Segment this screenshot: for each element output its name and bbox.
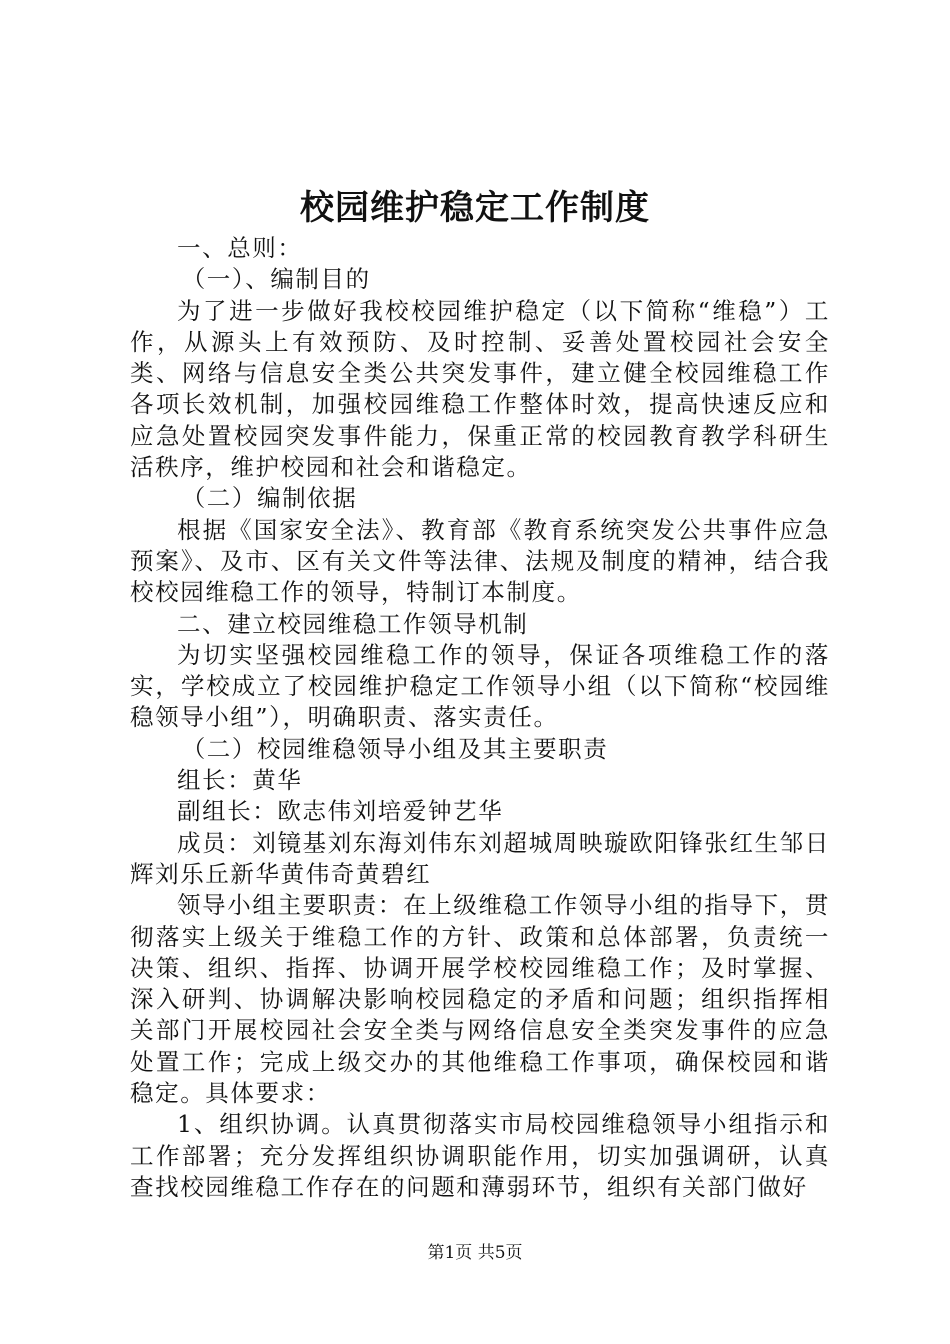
subsection-heading-purpose: （一）、编制目的 bbox=[181, 265, 371, 294]
paragraph-leadership: 为切实坚强校园维稳工作的领导，保证各项维稳工作的落实，学校成立了校园维护稳定工作领导小组（以下简称“校园维稳领导小组”），明确职责、落实责任。 bbox=[130, 640, 830, 732]
paragraph-leader: 组长：黄华 bbox=[177, 766, 303, 795]
paragraph-duties: 领导小组主要职责：在上级维稳工作领导小组的指导下，贯彻落实上级关于维稳工作的方针、政策和总体部署，负责统一决策、组织、指挥、协调开展学校校园维稳工作；及时掌握、深入研判、协调解决影响校园稳定的矛盾和问题；组织指挥相关部门开展校园社会安全类与网络信息安全类突发事件的应急处置工作；完成上级交办的其他维稳工作事项，确保校园和谐稳定。具体要求： bbox=[130, 891, 830, 1108]
document-body bbox=[130, 233, 830, 1203]
page-number-footer: 第1页 共5页 bbox=[427, 1243, 523, 1263]
subsection-heading-group: （二）校园维稳领导小组及其主要职责 bbox=[181, 734, 609, 763]
section-heading-general: 一、总则： bbox=[177, 234, 303, 262]
document-title: 校园维护稳定工作制度 bbox=[300, 188, 650, 228]
paragraph-deputy-leaders: 副组长：欧志伟刘培爱钟艺华 bbox=[177, 797, 504, 826]
paragraph-members: 成员：刘镜基刘东海刘伟东刘超城周映璇欧阳锋张红生邹日辉刘乐丘新华黄伟奇黄碧红 bbox=[130, 828, 830, 888]
paragraph-basis: 根据《国家安全法》、教育部《教育系统突发公共事件应急预案》、及市、区有关文件等法律、法规及制度的精神，结合我校校园维稳工作的领导，特制订本制度。 bbox=[130, 515, 830, 607]
paragraph-coordination: 1、组织协调。认真贯彻落实市局校园维稳领导小组指示和工作部署；充分发挥组织协调职能作用，切实加强调研，认真查找校园维稳工作存在的问题和薄弱环节，组织有关部门做好 bbox=[130, 1110, 830, 1201]
paragraph-purpose: 为了进一步做好我校校园维护稳定（以下简称“维稳”）工作，从源头上有效预防、及时控制、妥善处置校园社会安全类、网络与信息安全类公共突发事件，建立健全校园维稳工作各项长效机制，加强校园维稳工作整体时效，提高快速反应和应急处置校园突发事件能力，保重正常的校园教育教学科研生活秩序，维护校园和社会和谐稳定。 bbox=[130, 296, 830, 482]
section-heading-leadership: 二、建立校园维稳工作领导机制 bbox=[177, 609, 529, 638]
subsection-heading-basis: （二）编制依据 bbox=[181, 484, 358, 513]
